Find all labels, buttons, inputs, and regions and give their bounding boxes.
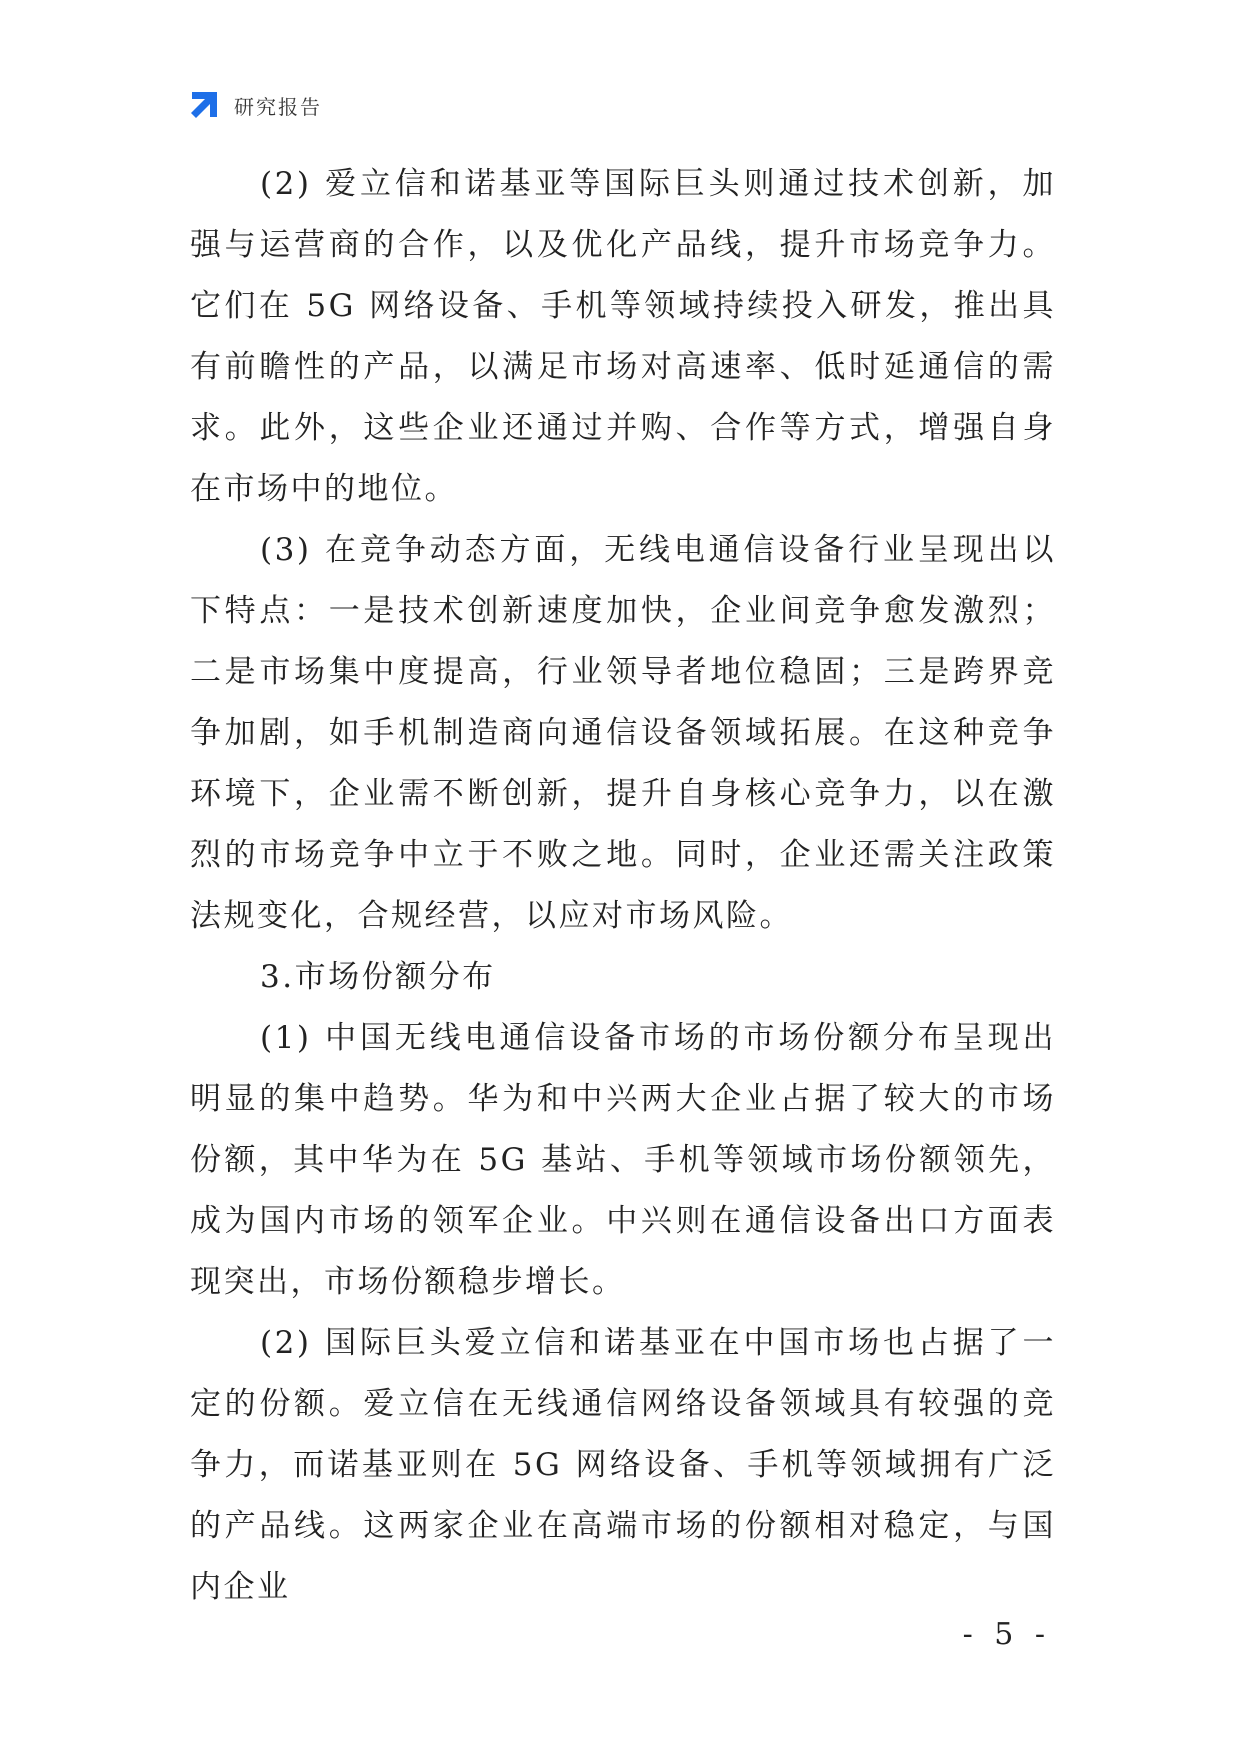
header-title: 研究报告 [234,94,322,119]
paragraph-competition-2: (2) 爱立信和诺基亚等国际巨头则通过技术创新，加强与运营商的合作，以及优化产品线，提升市场竞争力。它们在 5G 网络设备、手机等领域持续投入研发，推出具有前瞻性的产品，以满足市场对高速率、低时延通信的需求。此外，这些企业还通过并购、合作等方式，增强自身在市场中的地位。 [190,166,1056,507]
paragraph-market-share-1: (1) 中国无线电通信设备市场的市场份额分布呈现出明显的集中趋势。华为和中兴两大企业占据了较大的市场份额，其中华为在 5G 基站、手机等领域市场份额领先，成为国内市场的领军企业。中兴则在通信设备出口方面表现突出，市场份额稳步增长。 [190,1020,1056,1300]
document-body [190,154,1056,1618]
paragraph-competition-3: (3) 在竞争动态方面，无线电通信设备行业呈现出以下特点：一是技术创新速度加快，企业间竞争愈发激烈；二是市场集中度提高，行业领导者地位稳固；三是跨界竞争加剧，如手机制造商向通信设备领域拓展。在这种竞争环境下，企业需不断创新，提升自身核心竞争力，以在激烈的市场竞争中立于不败之地。同时，企业还需关注政策法规变化，合规经营，以应对市场风险。 [190,532,1056,934]
paragraph-market-share-2: (2) 国际巨头爱立信和诺基亚在中国市场也占据了一定的份额。爱立信在无线通信网络设备领域具有较强的竞争力，而诺基亚则在 5G 网络设备、手机等领域拥有广泛的产品线。这两家企业在高端市场的份额相对稳定，与国内企业 [190,1325,1056,1605]
section-heading-market-share: 3.市场份额分布 [260,959,496,995]
page-header [188,88,322,122]
arrow-logo-icon [188,89,220,121]
page-number: - 5 - [962,1617,1051,1652]
